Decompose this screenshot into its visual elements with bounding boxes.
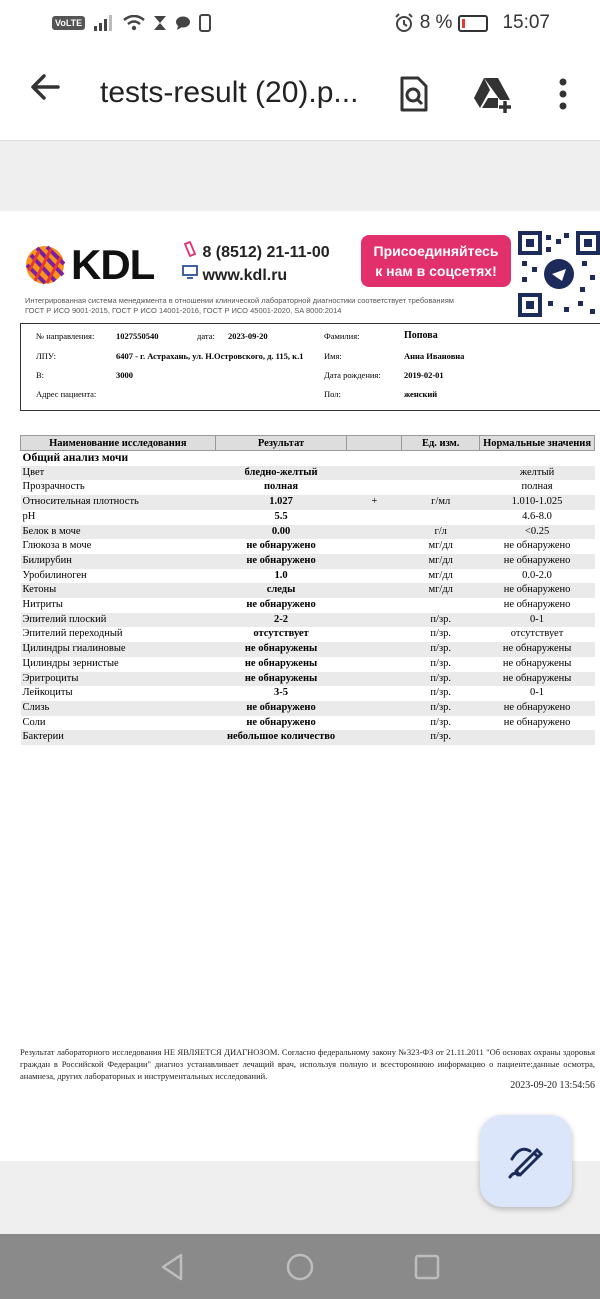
table-row	[21, 583, 595, 598]
test-result: не обнаружены	[215, 672, 347, 687]
pdf-page	[0, 211, 600, 1161]
wifi-icon	[123, 15, 145, 31]
qr-code-icon	[518, 231, 600, 317]
test-name: Билирубин	[21, 554, 216, 569]
test-norm: не обнаружены	[480, 642, 595, 657]
report-timestamp: 2023-09-20 13:54:56	[510, 1080, 595, 1091]
sex-value: женский	[404, 389, 438, 399]
test-flag	[347, 730, 402, 745]
test-result: 1.0	[274, 569, 288, 581]
test-unit: г/мл	[402, 495, 480, 510]
test-flag	[347, 716, 402, 731]
test-flag	[347, 583, 402, 598]
test-norm: не обнаружено	[480, 701, 595, 716]
test-norm: полная	[521, 481, 553, 493]
test-result: 1.027	[215, 495, 347, 510]
kdl-logo	[25, 241, 154, 289]
battery-icon	[458, 15, 488, 32]
date-value: 2023-09-20	[228, 331, 268, 341]
test-flag	[347, 613, 402, 628]
test-norm: не обнаружены	[480, 672, 595, 687]
test-unit: мг/дл	[402, 583, 480, 598]
test-unit: п/зр.	[430, 657, 451, 669]
promo-line-2: к нам в соцсетях!	[375, 263, 497, 279]
status-left	[52, 14, 211, 32]
test-name: Соли	[22, 716, 46, 728]
surname-value: Попова	[404, 330, 438, 341]
test-flag	[347, 657, 402, 672]
ref-label: № направления:	[36, 331, 95, 341]
section-title: Общий анализ мочи	[22, 452, 129, 464]
test-result: 0.00	[215, 525, 347, 540]
phone-number: 8 (8512) 21-11-00	[202, 244, 330, 261]
document-search-icon[interactable]	[394, 74, 434, 114]
test-name: Уробилиноген	[22, 569, 87, 581]
certification-note	[25, 296, 515, 316]
cert-line-2: ГОСТ Р ИСО 9001-2015, ГОСТ Р ИСО 14001-2016, ГОСТ Р ИСО 45001-2020, SA 8000:2014	[25, 306, 342, 315]
test-result: не обнаружено	[246, 540, 316, 552]
test-name: Кетоны	[21, 583, 216, 598]
pdf-viewer[interactable]	[0, 141, 600, 1234]
test-unit: п/зр.	[402, 642, 480, 657]
ref-value: 1027550540	[116, 331, 159, 341]
test-unit	[402, 466, 480, 481]
test-unit: п/зр.	[402, 701, 480, 716]
test-unit: г/л	[402, 525, 480, 540]
navigation-bar	[0, 1234, 600, 1299]
test-name: Прозрачность	[22, 481, 85, 493]
v-label: В:	[36, 370, 45, 380]
test-flag	[347, 525, 402, 540]
test-name: Цилиндры зернистые	[22, 657, 119, 669]
cert-line-1: Интегрированная система менеджмента в отношении клинической лабораторной диагностики соответствует требованиям	[25, 296, 454, 305]
test-flag	[347, 510, 402, 525]
sex-label: Пол:	[324, 389, 341, 399]
test-result: не обнаружено	[246, 599, 316, 611]
test-unit	[402, 510, 480, 525]
test-unit: п/зр.	[402, 672, 480, 687]
signal-icon	[93, 15, 115, 31]
test-name: Белок в моче	[21, 525, 216, 540]
patient-info-box	[20, 323, 600, 411]
test-result: полная	[264, 481, 299, 493]
test-norm: не обнаружено	[480, 554, 595, 569]
test-flag	[347, 598, 402, 613]
test-norm: 0.0-2.0	[522, 569, 552, 581]
test-unit: п/зр.	[430, 716, 451, 728]
test-norm: <0.25	[480, 525, 595, 540]
chat-icon	[175, 15, 191, 31]
edit-pen-icon	[480, 1115, 572, 1207]
table-row	[21, 495, 595, 510]
table-row	[21, 539, 595, 554]
test-result: бледно-желтый	[215, 466, 347, 481]
test-norm: отсутствует	[510, 628, 564, 640]
table-row	[21, 686, 595, 701]
test-name: pH	[22, 510, 36, 522]
test-name: Эпителий переходный	[22, 628, 123, 640]
test-norm: не обнаружено	[480, 583, 595, 598]
test-unit: мг/дл	[428, 540, 453, 552]
table-row	[21, 657, 595, 672]
test-unit: мг/дл	[428, 569, 453, 581]
table-row	[21, 466, 595, 481]
table-row	[21, 525, 595, 540]
test-result: не обнаружены	[244, 657, 318, 669]
status-bar	[0, 0, 600, 48]
disclaimer: Результат лабораторного исследования НЕ ЯВЛЯЕТСЯ ДИАГНОЗОМ. Согласно федеральному закону №323-ФЗ от 21.11.2011 "Об основах охраны здоровья граждан в Российской Федерации" диагноз устанавливает лечащий врач, используя полную и всестороннюю информацию о пациенте:данные осмотра, анамнеза, других лабораторных и инструментальных исследований.	[20, 1047, 595, 1081]
test-result: не обнаружено	[215, 554, 347, 569]
contacts	[182, 241, 330, 287]
phone-icon	[182, 241, 198, 257]
test-flag	[347, 627, 402, 642]
test-result: 2-2	[215, 613, 347, 628]
social-promo-banner	[361, 235, 511, 287]
name-label: Имя:	[324, 351, 342, 361]
arrow-left-icon[interactable]	[28, 70, 62, 113]
test-name: Цилиндры гиалиновые	[21, 642, 216, 657]
test-name: Слизь	[21, 701, 216, 716]
test-norm: не обнаружено	[503, 540, 571, 552]
test-norm	[480, 730, 595, 745]
test-result: небольшое количество	[215, 730, 347, 745]
test-result: 3-5	[274, 687, 289, 699]
table-row	[21, 569, 595, 584]
table-row	[21, 716, 595, 731]
test-name: Лейкоциты	[22, 687, 73, 699]
date-label: дата:	[197, 331, 215, 341]
test-name: Глюкоза в моче	[22, 540, 92, 552]
test-result: следы	[215, 583, 347, 598]
clock: 15:07	[502, 12, 550, 33]
table-row	[21, 510, 595, 525]
test-norm: не обнаружены	[502, 657, 572, 669]
test-flag: +	[347, 495, 402, 510]
hourglass-icon	[153, 15, 167, 31]
test-name: Относительная плотность	[21, 495, 216, 510]
table-row	[21, 480, 595, 495]
test-flag	[347, 672, 402, 687]
test-flag	[347, 701, 402, 716]
table-header-row	[21, 436, 595, 451]
test-result: не обнаружено	[215, 701, 347, 716]
table-row	[21, 554, 595, 569]
drive-add-icon[interactable]	[472, 74, 512, 114]
table-row	[21, 672, 595, 687]
site-url: www.kdl.ru	[202, 267, 288, 284]
volte-badge: VoLTE	[52, 16, 85, 30]
table-row	[21, 642, 595, 657]
test-unit: п/зр.	[430, 687, 451, 699]
test-flag	[347, 480, 402, 495]
address-label: Адрес пациента:	[36, 389, 97, 399]
phone-line	[182, 241, 330, 264]
test-flag	[347, 686, 402, 701]
table-row	[21, 613, 595, 628]
results-table	[20, 435, 595, 745]
test-flag	[347, 539, 402, 554]
test-unit: п/зр.	[402, 730, 480, 745]
test-norm: не обнаружено	[503, 599, 571, 611]
test-name: Цвет	[21, 466, 216, 481]
test-norm: 0-1	[530, 687, 545, 699]
nav-back-icon[interactable]	[157, 1251, 189, 1283]
table-row	[21, 730, 595, 745]
header-result: Результат	[215, 436, 347, 451]
header-name: Наименование исследования	[21, 436, 216, 451]
site-line	[182, 264, 330, 287]
test-result: не обнаружены	[215, 642, 347, 657]
test-name: Эпителий плоский	[21, 613, 216, 628]
test-norm: 1.010-1.025	[480, 495, 595, 510]
monitor-icon	[182, 264, 198, 280]
test-flag	[347, 554, 402, 569]
test-norm: не обнаружено	[503, 716, 571, 728]
test-unit: п/зр.	[402, 613, 480, 628]
edit-fab-button[interactable]	[480, 1115, 572, 1207]
test-unit: п/зр.	[430, 628, 451, 640]
dob-label: Дата рождения:	[324, 370, 381, 380]
lpu-label: ЛПУ:	[36, 351, 56, 361]
section-row	[21, 451, 595, 466]
more-vert-icon[interactable]	[546, 74, 586, 114]
surname-label: Фамилия:	[324, 331, 360, 341]
table-row	[21, 627, 595, 642]
test-unit: мг/дл	[402, 554, 480, 569]
test-flag	[347, 466, 402, 481]
test-result: не обнаружено	[246, 716, 316, 728]
header-unit: Ед. изм.	[402, 436, 480, 451]
test-name: Эритроциты	[21, 672, 216, 687]
name-value: Анна Ивановна	[404, 351, 465, 361]
status-right	[394, 12, 550, 34]
test-flag	[347, 642, 402, 657]
v-value: 3000	[116, 370, 133, 380]
test-unit	[402, 480, 480, 495]
alarm-icon	[394, 13, 414, 33]
test-norm: 4.6-8.0	[522, 510, 552, 522]
test-result: отсутствует	[253, 628, 309, 640]
test-norm: 0-1	[480, 613, 595, 628]
nav-home-icon[interactable]	[284, 1251, 316, 1283]
phone-device-icon	[199, 14, 211, 32]
kdl-ball-logo-icon	[25, 245, 65, 285]
promo-line-1: Присоединяйтесь	[373, 243, 499, 259]
kdl-logo-text: KDL	[71, 241, 155, 288]
test-flag	[347, 569, 402, 584]
dob-value: 2019-02-01	[404, 370, 444, 380]
table-row	[21, 598, 595, 613]
test-name: Бактерии	[21, 730, 216, 745]
test-result: 5.5	[274, 510, 288, 522]
test-unit	[402, 598, 480, 613]
header-norm: Нормальные значения	[480, 436, 595, 451]
app-bar	[0, 48, 600, 141]
header-flag	[347, 436, 402, 451]
table-row	[21, 701, 595, 716]
test-name: Нитриты	[22, 599, 63, 611]
nav-recents-icon[interactable]	[411, 1251, 443, 1283]
test-norm: желтый	[480, 466, 595, 481]
lpu-value: 6407 - г. Астрахань, ул. Н.Островского, д. 115, к.1	[116, 351, 304, 361]
battery-percent: 8 %	[419, 12, 453, 33]
document-title: tests-result (20).p...	[100, 76, 359, 109]
